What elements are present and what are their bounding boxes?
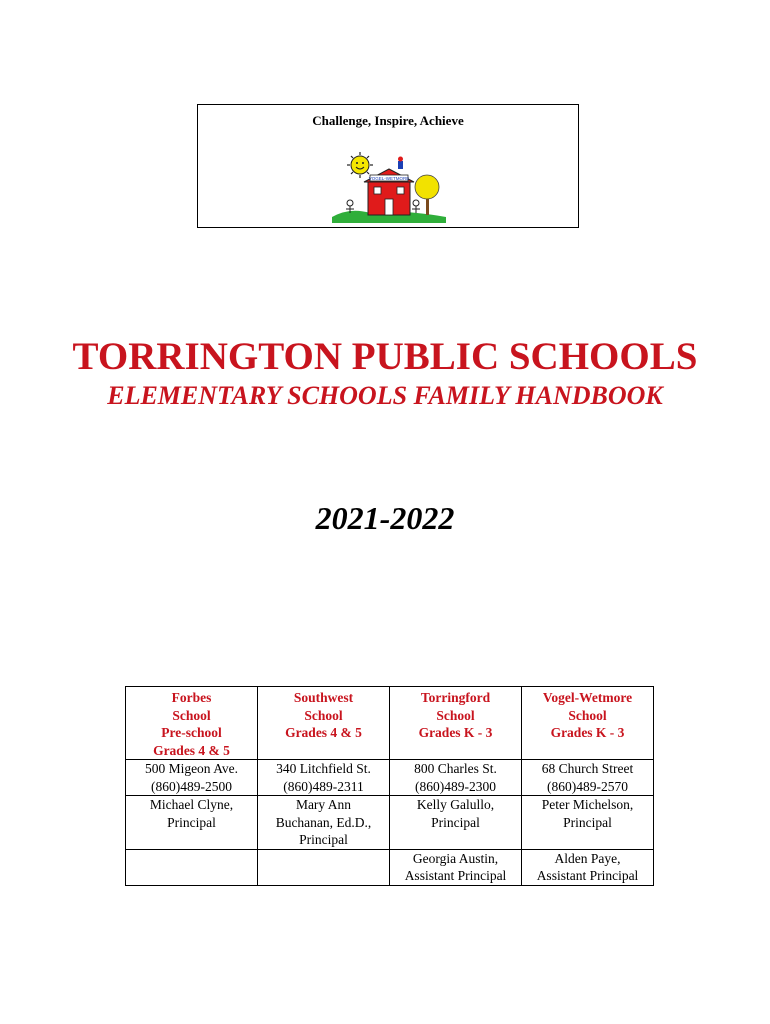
principal-row <box>126 796 654 850</box>
logo-banner: VOGEL-WETMORE <box>368 176 410 181</box>
school-logo <box>330 151 448 223</box>
principal-cell: Michael Clyne, Principal <box>126 796 258 850</box>
address-cell: 68 Church Street (860)489-2570 <box>522 760 654 796</box>
address-cell: 800 Charles St. (860)489-2300 <box>390 760 522 796</box>
principal-cell: Kelly Galullo, Principal <box>390 796 522 850</box>
schools-table <box>125 686 654 886</box>
address-row <box>126 760 654 796</box>
assistant-cell <box>126 849 258 885</box>
school-name-cell: Southwest School Grades 4 & 5 <box>258 687 390 760</box>
school-name-cell: Torringford School Grades K - 3 <box>390 687 522 760</box>
address-cell: 500 Migeon Ave. (860)489-2500 <box>126 760 258 796</box>
principal-cell: Peter Michelson, Principal <box>522 796 654 850</box>
school-year: 2021-2022 <box>315 500 455 536</box>
school-name-cell: Forbes School Pre-school Grades 4 & 5 <box>126 687 258 760</box>
principal-cell: Mary Ann Buchanan, Ed.D., Principal <box>258 796 390 850</box>
school-names-row <box>126 687 654 760</box>
assistant-cell <box>258 849 390 885</box>
school-name-cell: Vogel-Wetmore School Grades K - 3 <box>522 687 654 760</box>
page-title: TORRINGTON PUBLIC SCHOOLS <box>72 335 698 378</box>
page-subtitle: ELEMENTARY SCHOOLS FAMILY HANDBOOK <box>107 381 663 410</box>
assistant-cell: Georgia Austin, Assistant Principal <box>390 849 522 885</box>
motto-text: Challenge, Inspire, Achieve <box>312 113 464 128</box>
address-cell: 340 Litchfield St. (860)489-2311 <box>258 760 390 796</box>
assistant-principal-row <box>126 849 654 885</box>
assistant-cell: Alden Paye, Assistant Principal <box>522 849 654 885</box>
sun-icon <box>347 152 373 178</box>
